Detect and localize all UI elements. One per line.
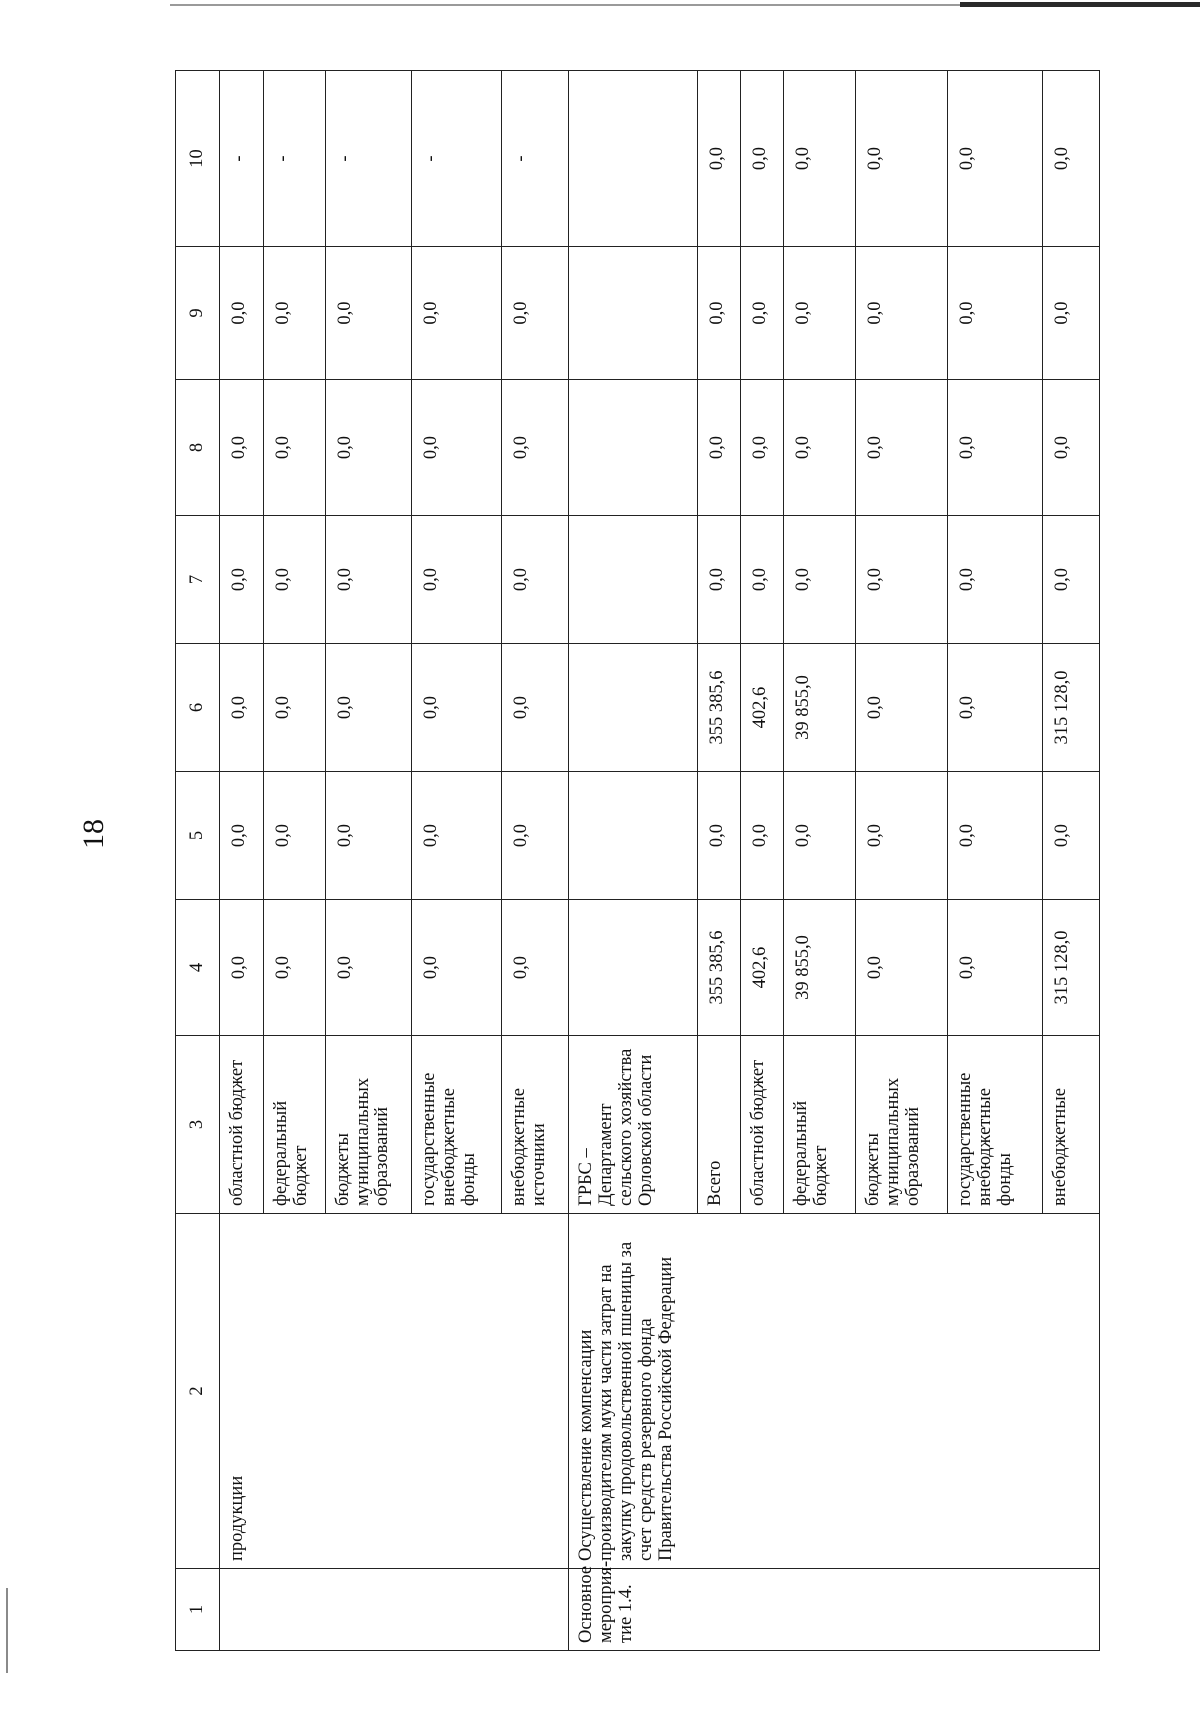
rotated-table-container (175, 71, 1100, 1651)
value-cell: 0,0 (264, 516, 325, 644)
page-number: 18 (77, 819, 110, 849)
value-cell: 0,0 (741, 516, 784, 644)
value-cell: 402,6 (741, 900, 784, 1036)
value-cell: 0,0 (948, 71, 1042, 247)
value-cell: 0,0 (411, 247, 501, 380)
measure-number: Основное мероприя-тие 1.4. (569, 1569, 1100, 1651)
empty-cell (569, 247, 698, 380)
header-cell: 5 (176, 772, 220, 900)
value-cell: 0,0 (325, 644, 411, 772)
value-cell: 0,0 (1042, 516, 1099, 644)
value-cell: 0,0 (948, 516, 1042, 644)
value-cell: 0,0 (264, 380, 325, 516)
value-cell: 0,0 (264, 900, 325, 1036)
value-cell: 0,0 (741, 247, 784, 380)
scan-left-mark (6, 1588, 8, 1673)
value-cell: 0,0 (264, 644, 325, 772)
value-cell: - (325, 71, 411, 247)
value-cell: 0,0 (1042, 380, 1099, 516)
value-cell: - (264, 71, 325, 247)
value-cell: 0,0 (784, 380, 856, 516)
funding-source: областной бюджет (741, 1036, 784, 1214)
funding-source: государственные внебюджетные фонды (411, 1036, 501, 1214)
measure-cell-empty (220, 1569, 569, 1651)
value-cell: 0,0 (220, 900, 264, 1036)
header-cell: 1 (176, 1569, 220, 1651)
header-cell: 9 (176, 247, 220, 380)
value-cell: 0,0 (325, 516, 411, 644)
value-cell: 0,0 (948, 900, 1042, 1036)
funding-source: бюджеты муниципальных образований (856, 1036, 948, 1214)
value-cell: 0,0 (948, 644, 1042, 772)
value-cell: 355 385,6 (698, 900, 741, 1036)
value-cell: 0,0 (501, 900, 569, 1036)
header-cell: 8 (176, 380, 220, 516)
value-cell: 0,0 (784, 516, 856, 644)
value-cell: 0,0 (220, 247, 264, 380)
header-cell: 7 (176, 516, 220, 644)
value-cell: 0,0 (264, 247, 325, 380)
funding-source: внебюджетные источники (501, 1036, 569, 1214)
empty-cell (569, 380, 698, 516)
value-cell: 0,0 (325, 772, 411, 900)
value-cell: 0,0 (698, 772, 741, 900)
value-cell: 0,0 (741, 71, 784, 247)
header-cell: 3 (176, 1036, 220, 1214)
value-cell: 0,0 (698, 71, 741, 247)
value-cell: 0,0 (948, 772, 1042, 900)
value-cell: 402,6 (741, 644, 784, 772)
value-cell: - (220, 71, 264, 247)
table-row (569, 71, 698, 1651)
measure-description: продукции (220, 1214, 569, 1569)
value-cell: 0,0 (784, 772, 856, 900)
value-cell: 0,0 (501, 516, 569, 644)
value-cell: 0,0 (501, 380, 569, 516)
value-cell: 39 855,0 (784, 900, 856, 1036)
header-cell: 4 (176, 900, 220, 1036)
value-cell: 0,0 (1042, 71, 1099, 247)
table-row (220, 71, 264, 1651)
value-cell: 0,0 (411, 380, 501, 516)
scan-top-rule-dark (960, 2, 1200, 7)
value-cell: 0,0 (698, 516, 741, 644)
value-cell: 0,0 (856, 516, 948, 644)
measure-description: Осуществление компенсации производителям муки части затрат на закупку продовольственной пшеницы за счет средств резервного фонда Правительства Российской Федерации (569, 1214, 1100, 1569)
value-cell: 0,0 (948, 247, 1042, 380)
value-cell: 0,0 (856, 380, 948, 516)
value-cell: 0,0 (698, 247, 741, 380)
empty-cell (569, 772, 698, 900)
value-cell: 0,0 (856, 772, 948, 900)
value-cell: 0,0 (411, 516, 501, 644)
value-cell: 0,0 (856, 71, 948, 247)
empty-cell (569, 516, 698, 644)
value-cell: 0,0 (741, 380, 784, 516)
value-cell: 0,0 (220, 516, 264, 644)
funding-source: бюджеты муниципальных образований (325, 1036, 411, 1214)
empty-cell (569, 900, 698, 1036)
value-cell: 0,0 (411, 772, 501, 900)
value-cell: 355 385,6 (698, 644, 741, 772)
funding-source: областной бюджет (220, 1036, 264, 1214)
funding-table (175, 70, 1100, 1651)
header-row (176, 71, 220, 1651)
value-cell: 0,0 (325, 247, 411, 380)
value-cell: 0,0 (220, 772, 264, 900)
grbs-cell: ГРБС – Департамент сельского хозяйства Орловской области (569, 1036, 698, 1214)
value-cell: 0,0 (220, 644, 264, 772)
value-cell: 0,0 (856, 247, 948, 380)
value-cell: 0,0 (411, 900, 501, 1036)
value-cell: 0,0 (325, 380, 411, 516)
value-cell: 0,0 (501, 772, 569, 900)
value-cell: 0,0 (856, 900, 948, 1036)
value-cell: 0,0 (501, 247, 569, 380)
value-cell: 0,0 (1042, 247, 1099, 380)
value-cell: 0,0 (1042, 772, 1099, 900)
empty-cell (569, 644, 698, 772)
funding-source: федеральный бюджет (784, 1036, 856, 1214)
value-cell: 0,0 (411, 644, 501, 772)
header-cell: 10 (176, 71, 220, 247)
empty-cell (569, 71, 698, 247)
header-cell: 2 (176, 1214, 220, 1569)
value-cell: 0,0 (325, 900, 411, 1036)
value-cell: 0,0 (264, 772, 325, 900)
value-cell: 315 128,0 (1042, 900, 1099, 1036)
value-cell: - (501, 71, 569, 247)
value-cell: 0,0 (784, 247, 856, 380)
value-cell: 39 855,0 (784, 644, 856, 772)
value-cell: 0,0 (741, 772, 784, 900)
funding-source: Всего (698, 1036, 741, 1214)
funding-source: государственные внебюджетные фонды (948, 1036, 1042, 1214)
value-cell: 315 128,0 (1042, 644, 1099, 772)
header-cell: 6 (176, 644, 220, 772)
value-cell: 0,0 (220, 380, 264, 516)
value-cell: 0,0 (856, 644, 948, 772)
value-cell: 0,0 (948, 380, 1042, 516)
value-cell: - (411, 71, 501, 247)
funding-source: внебюджетные (1042, 1036, 1099, 1214)
value-cell: 0,0 (501, 644, 569, 772)
value-cell: 0,0 (784, 71, 856, 247)
value-cell: 0,0 (698, 380, 741, 516)
funding-source: федеральный бюджет (264, 1036, 325, 1214)
